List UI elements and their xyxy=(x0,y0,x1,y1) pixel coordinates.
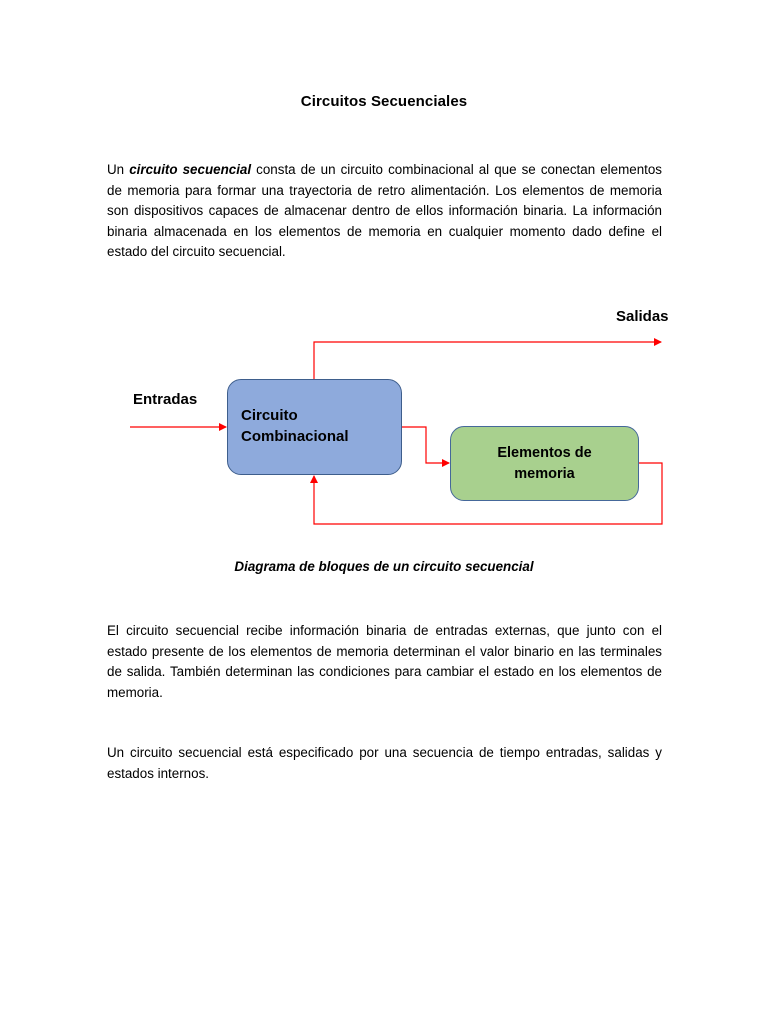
combinational-block-label xyxy=(241,405,349,447)
term-circuito-secuencial: circuito secuencial xyxy=(129,162,252,177)
paragraph-intro-prefix: Un xyxy=(107,162,130,177)
paragraph-intro xyxy=(107,160,662,263)
memory-block-line1: Elementos de xyxy=(497,445,592,461)
block-diagram xyxy=(0,290,768,540)
paragraph-inputs-outputs: El circuito secuencial recibe información binaria de entradas externas, que junto con el estado presente de los elementos de memoria determinan el valor binario en las terminales de salida. También determinan las condiciones para cambiar el estado en los elementos de memoria. xyxy=(107,623,662,700)
memory-block-label xyxy=(451,443,638,485)
combinational-circuit-block xyxy=(227,379,402,475)
memory-block-line2: memoria xyxy=(514,466,575,482)
combinational-block-line2: Combinacional xyxy=(241,428,349,445)
document-title: Circuitos Secuenciales xyxy=(300,93,468,110)
outputs-label: Salidas xyxy=(616,308,669,325)
paragraph-intro-rest: consta de un circuito combinacional al que se conectan elementos de memoria para formar una trayectoria de retro alimentación. Los elementos de memoria son dispositivos capaces de almacenar dentro de ellos información binaria. La información binaria almacenada en los elementos de memoria en cualquier momento dado define el estado del circuito secuencial. xyxy=(107,162,663,259)
comb-to-memory-arrow xyxy=(402,427,449,463)
diagram-caption: Diagrama de bloques de un circuito secuencial xyxy=(234,559,534,574)
output-arrow xyxy=(314,342,661,379)
inputs-label: Entradas xyxy=(133,391,198,408)
combinational-block-line1: Circuito xyxy=(241,407,298,424)
memory-elements-block xyxy=(450,426,639,501)
paragraph-specification: Un circuito secuencial está especificado por una secuencia de tiempo entradas, salidas y estados internos. xyxy=(107,745,662,781)
